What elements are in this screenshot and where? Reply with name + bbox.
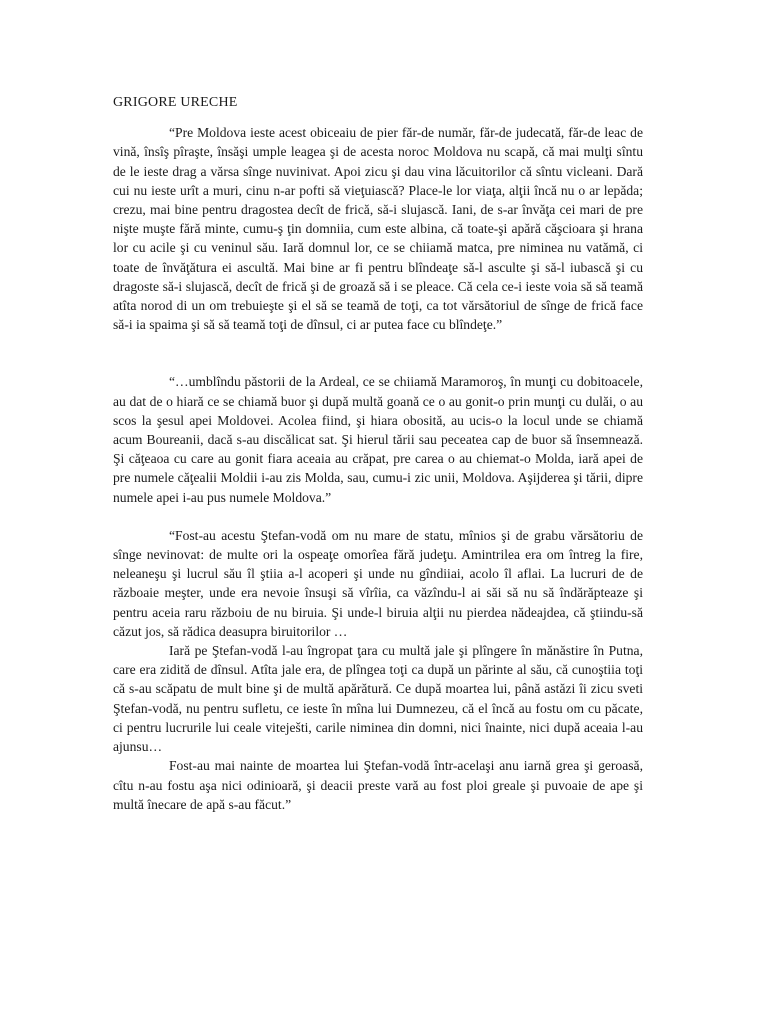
document-title: GRIGORE URECHE xyxy=(113,95,238,110)
excerpt-moldova-founding-legend xyxy=(113,372,643,506)
paragraph: “Fost-au acestu Ştefan-vodă om nu mare de statu, mînios şi de grabu vărsătoriu de sînge nevinovat: de multe ori la ospeaţe omorîea fără judeţu. Amintrilea era om întreg la fire, neleaneşu şi lucrul său îl ştiia a-l acoperi şi unde nu gîndiiai, acolo îl aflai. La lucruri de de războaie meşter, unde era nevoie însuşi să vîrîia, ca văzîndu-l ai săi să nu să îndărăpteaze şi pentru aceia raru războiu de nu biruia. Şi unde-l biruia alţii nu pierdea nădeajdea, că ştiindu-să căzut jos, să rădica deasupra biruitorilor … xyxy=(113,527,643,639)
section-spacer xyxy=(113,334,643,372)
paragraph: Iară pe Ştefan-vodă l-au îngropat ţara cu multă jale şi plîngere în mănăstire în Putna, care era zidită de dînsul. Atîta jale era, de plîngea toţi ca după un părinte al său, că cunoştiia toţi că s-au scăpatu de mult bine şi de multă apărătură. Ce după moartea lui, până astăzi îi zicu sveti Ştefan-vodă, nu pentru sufletu, ce ieste în mîna lui Dumnezeu, că el încă au fostu om cu păcate, ci pentru lucrurile lui ceale viteješti, carile niminea din domni, nici înainte, nici după aceaia l-au ajunsu… xyxy=(113,643,643,755)
excerpt-stefan-voda-portrait xyxy=(113,526,643,814)
paragraph: “Pre Moldova ieste acest obiceaiu de pier făr-de număr, făr-de judecată, făr-de leac de vină, însîş pîraşte, însăşi umple leagea şi de acesta noroc Moldova nu scapă, că mai mulţi sîntu de le ieste drag a vărsa sînge nuvinivat. Apoi zicu şi dau vina lăcuitorilor că sîntu vicleani. Dară cui nu ieste urît a muri, cinu n-ar pofti să vieţuiască? Place-le lor viaţa, alţii încă nu o ar lepăda; crezu, mai bine pentru dragostea decît de frică, să-i slujască. Iani, de s-ar învăţa cei mari de pre nişte muşte fără minte, cumu-ş ţin domniia, cum este albina, că toate-şi apără căşcioara şi hrana lor cu acile şi cu veninul său. Iară domnul lor, ce se chiiamă matca, pre niminea nu vatămă, ci toate de învăţătura ei ascultă. Mai bine ar fi pentru blîndeaţe să-l asculte şi să-l iubască şi cu dragoste să-i slujască, decît de frică şi de groază să i se pleace. Că cela ce-i ieste voia să să teamă atîta norod di un om trebuieşte şi el să se teamă de toţi, ca tot vărsătoriul de sînge de frică face să-i ia spaima şi să să teamă toţi de dînsul, ci ar putea face cu blîndeţe.” xyxy=(113,125,643,333)
document-page xyxy=(113,93,643,814)
paragraph: Fost-au mai nainte de moartea lui Ştefan-vodă într-acelaşi anu iarnă grea şi geroasă, cîtu n-au fostu aşa nici odinioară, şi deacii preste vară au fost ploi greale şi puvoaie de ape şi multă înecare de apă s-au făcut.” xyxy=(113,758,643,812)
paragraph: “…umblîndu păstorii de la Ardeal, ce se chiiamă Maramoroş, în munţi cu dobitoacele, au dat de o hiară ce se chiamă buor şi după multă goană ce o au gonit-o prin munţi cu dulăi, o au scos la şesul apei Moldovei. Acolea fiind, şi hiara obosită, au ucis-o la locul unde se chiamă acum Boureanii, dacă s-au discălicat sat. Şi hierul tării sau peceatea cap de buor să însemnează. Şi căţeaoa cu care au gonit fiara aceaia au crăpat, pre carea o au chiemat-o Molda, iară apei de pre numele căţealii Moldii i-au zis Molda, sau, cumu-i zic unii, Moldova. Aşijderea şi tării, dipre numele apei i-au pus numele Moldova.” xyxy=(113,374,643,505)
excerpt-moldova-customs xyxy=(113,123,643,334)
section-spacer xyxy=(113,507,643,526)
